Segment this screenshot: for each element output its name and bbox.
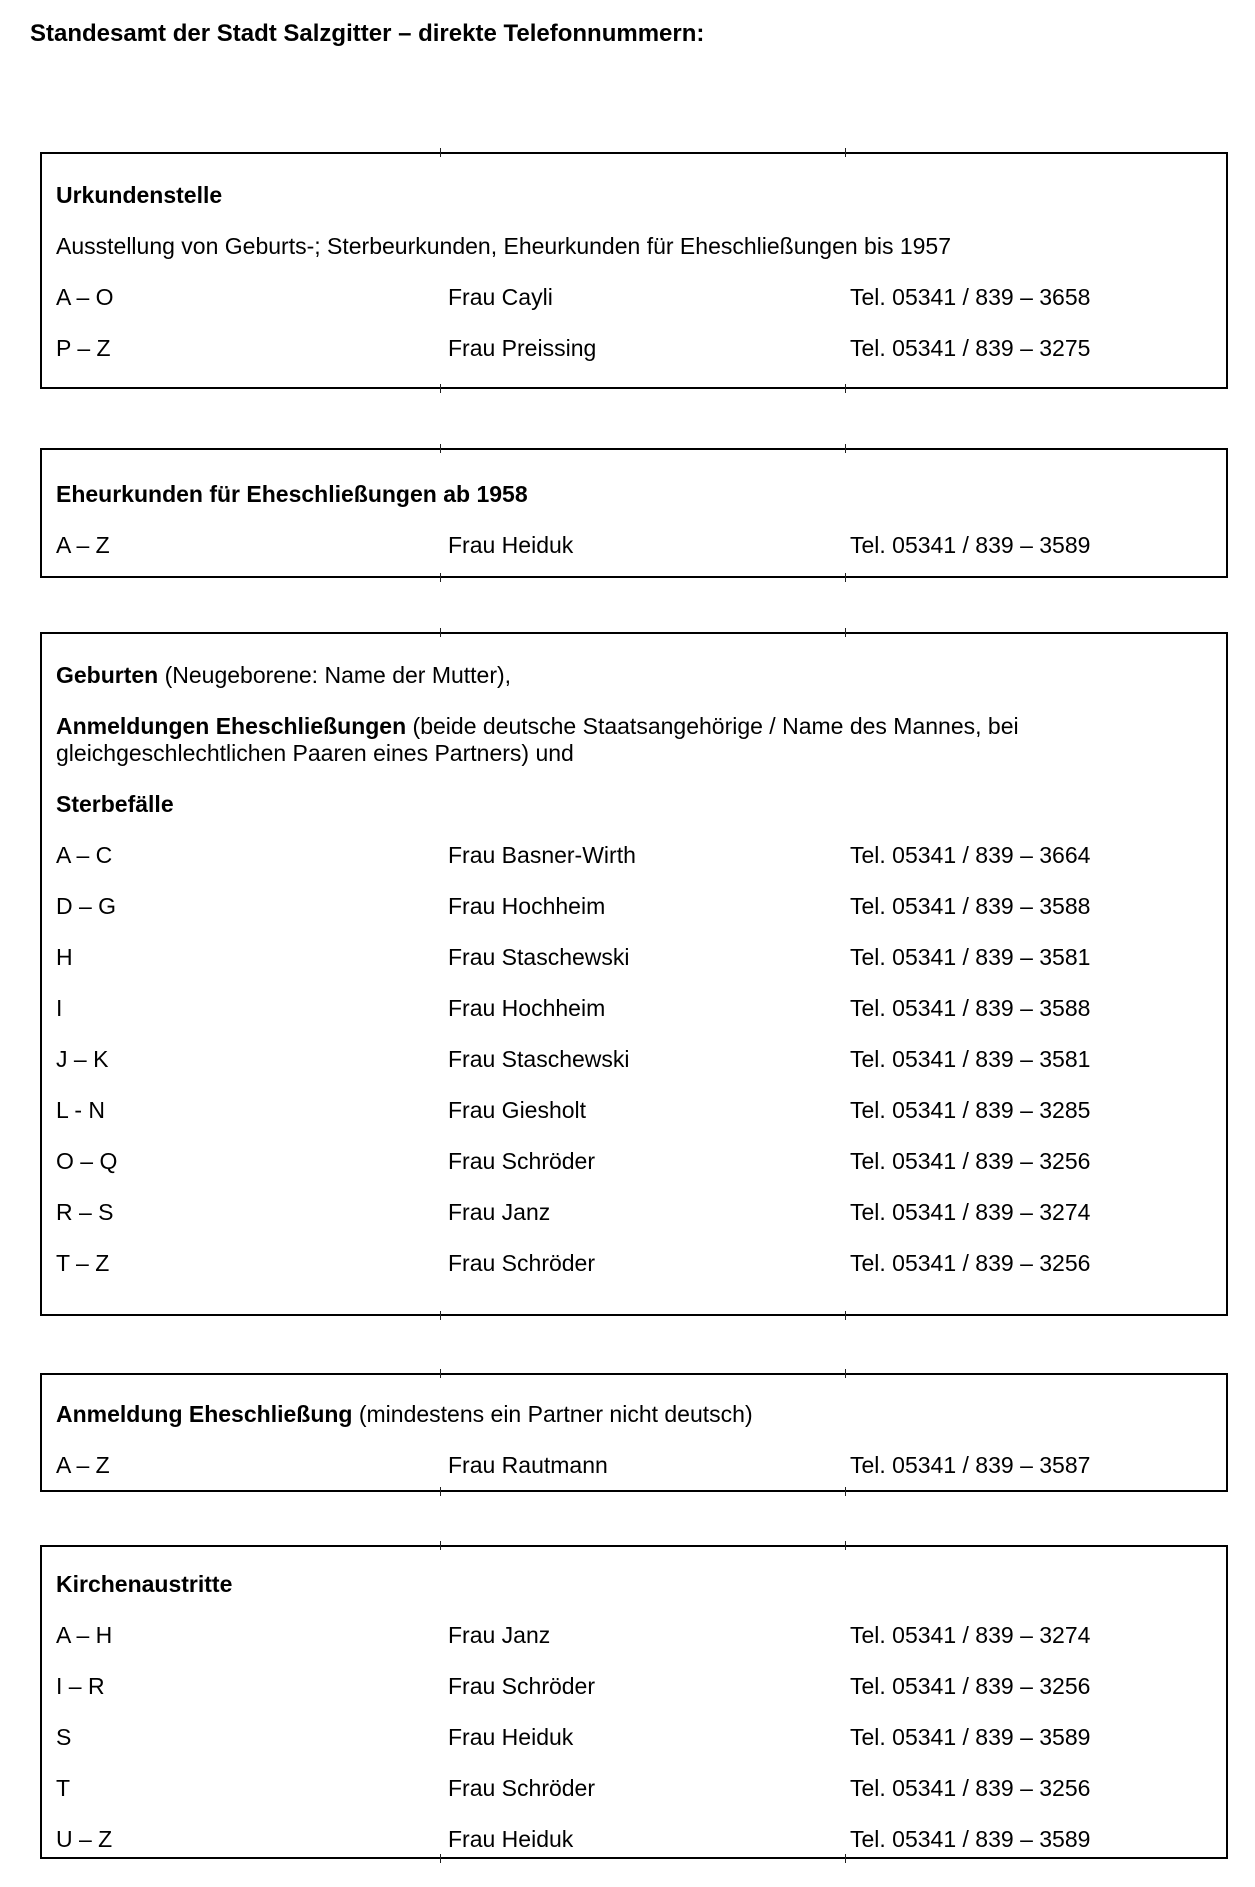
contact-name-cell: Frau Heiduk [448,532,574,558]
table-row [56,995,1210,1022]
column-divider-tick [440,573,441,582]
column-divider-tick [845,1854,846,1863]
column-divider-tick [440,384,441,393]
contact-name-cell: Frau Schröder [448,1250,596,1276]
letter-range-cell: I – R [56,1673,105,1699]
contact-name-cell: Frau Janz [448,1199,551,1225]
section-heading-line [56,1401,1210,1428]
section-heading-line [56,233,1210,260]
contact-table [56,532,1210,559]
section-header [56,481,1210,508]
letter-range-cell: A – O [56,284,114,310]
phone-cell: Tel. 05341 / 839 – 3589 [850,1724,1091,1750]
table-row [56,532,1210,559]
contact-name-cell: Frau Hochheim [448,995,606,1021]
letter-range-cell: T [56,1775,71,1801]
column-divider-tick [440,1541,441,1550]
table-row [56,1826,1210,1853]
column-divider-tick [845,573,846,582]
page-title: Standesamt der Stadt Salzgitter – direkte Telefonnummern: [30,20,705,47]
contact-name-cell: Frau Hochheim [448,893,606,919]
table-row [56,1046,1210,1073]
letter-range-cell: A – Z [56,1452,110,1478]
column-divider-tick [845,384,846,393]
column-divider-tick [845,148,846,157]
section-title-text: Urkundenstelle [56,182,223,208]
column-divider-tick [440,148,441,157]
section-heading-line [56,1571,1210,1598]
section-urkundenstelle [40,152,1228,389]
contact-name-cell: Frau Staschewski [448,1046,630,1072]
table-row [56,1250,1210,1277]
contact-name-cell: Frau Staschewski [448,944,630,970]
section-geburten-anmeldungen-sterbefaelle [40,632,1228,1316]
letter-range-cell: A – C [56,842,113,868]
letter-range-cell: A – Z [56,532,110,558]
column-divider-tick [845,444,846,453]
section-header [56,1401,1210,1428]
contact-table [56,842,1210,1277]
letter-range-cell: H [56,944,73,970]
letter-range-cell: L - N [56,1097,105,1123]
section-header [56,1571,1210,1598]
column-divider-tick [440,1369,441,1378]
phone-cell: Tel. 05341 / 839 – 3274 [850,1199,1091,1225]
table-row [56,1452,1210,1479]
column-divider-tick [440,628,441,637]
contact-name-cell: Frau Preissing [448,335,597,361]
section-kirchenaustritte [40,1545,1228,1859]
column-divider-tick [440,444,441,453]
column-divider-tick [845,1369,846,1378]
column-divider-tick [845,1487,846,1496]
contact-name-cell: Frau Schröder [448,1673,596,1699]
section-subtitle-text: Ausstellung von Geburts-; Sterbeurkunden, Eheurkunden für Eheschließungen bis 1957 [56,233,952,259]
phone-cell: Tel. 05341 / 839 – 3588 [850,893,1091,919]
table-row [56,1673,1210,1700]
phone-cell: Tel. 05341 / 839 – 3256 [850,1250,1091,1276]
section-subtitle-text: (mindestens ein Partner nicht deutsch) [352,1401,753,1427]
letter-range-cell: D – G [56,893,117,919]
section-heading-line [56,713,1210,767]
section-heading-line [56,481,1210,508]
table-row [56,1775,1210,1802]
contact-name-cell: Frau Heiduk [448,1724,574,1750]
section-title-text: Kirchenaustritte [56,1571,233,1597]
table-row [56,284,1210,311]
table-row [56,893,1210,920]
section-subtitle-text: (Neugeborene: Name der Mutter), [158,662,512,688]
letter-range-cell: J – K [56,1046,109,1072]
letter-range-cell: I [56,995,63,1021]
phone-cell: Tel. 05341 / 839 – 3588 [850,995,1091,1021]
phone-cell: Tel. 05341 / 839 – 3664 [850,842,1091,868]
section-heading-line [56,791,1210,818]
letter-range-cell: U – Z [56,1826,113,1852]
letter-range-cell: A – H [56,1622,113,1648]
phone-cell: Tel. 05341 / 839 – 3589 [850,1826,1091,1852]
letter-range-cell: P – Z [56,335,111,361]
section-eheurkunden-ab-1958 [40,448,1228,578]
contact-table [56,1452,1210,1479]
table-row [56,1148,1210,1175]
section-heading-line [56,662,1210,689]
contact-name-cell: Frau Schröder [448,1775,596,1801]
contact-name-cell: Frau Giesholt [448,1097,587,1123]
section-anmeldung-eheschliessung [40,1373,1228,1492]
phone-cell: Tel. 05341 / 839 – 3285 [850,1097,1091,1123]
table-row [56,1724,1210,1751]
contact-name-cell: Frau Rautmann [448,1452,608,1478]
contact-name-cell: Frau Heiduk [448,1826,574,1852]
phone-cell: Tel. 05341 / 839 – 3581 [850,944,1091,970]
section-title-text: Anmeldungen Eheschließungen [56,713,407,739]
letter-range-cell: S [56,1724,72,1750]
contact-name-cell: Frau Cayli [448,284,553,310]
section-header [56,182,1210,260]
section-title-text: Geburten [56,662,159,688]
phone-cell: Tel. 05341 / 839 – 3581 [850,1046,1091,1072]
section-title-text: Eheurkunden für Eheschließungen ab 1958 [56,481,528,507]
table-row [56,1622,1210,1649]
table-row [56,1097,1210,1124]
table-row [56,335,1210,362]
contact-name-cell: Frau Schröder [448,1148,596,1174]
letter-range-cell: T – Z [56,1250,110,1276]
column-divider-tick [845,1311,846,1320]
phone-cell: Tel. 05341 / 839 – 3256 [850,1673,1091,1699]
letter-range-cell: O – Q [56,1148,118,1174]
column-divider-tick [845,628,846,637]
phone-cell: Tel. 05341 / 839 – 3256 [850,1775,1091,1801]
contact-name-cell: Frau Basner-Wirth [448,842,636,868]
column-divider-tick [440,1854,441,1863]
column-divider-tick [440,1487,441,1496]
section-title-text: Anmeldung Eheschließung [56,1401,353,1427]
contact-name-cell: Frau Janz [448,1622,551,1648]
phone-cell: Tel. 05341 / 839 – 3658 [850,284,1091,310]
table-row [56,944,1210,971]
contact-table [56,284,1210,362]
contact-table [56,1622,1210,1853]
phone-cell: Tel. 05341 / 839 – 3256 [850,1148,1091,1174]
section-heading-line [56,182,1210,209]
table-row [56,842,1210,869]
phone-cell: Tel. 05341 / 839 – 3275 [850,335,1091,361]
column-divider-tick [440,1311,441,1320]
column-divider-tick [845,1541,846,1550]
section-title-text: Sterbefälle [56,791,174,817]
section-header [56,662,1210,818]
phone-cell: Tel. 05341 / 839 – 3589 [850,532,1091,558]
phone-cell: Tel. 05341 / 839 – 3587 [850,1452,1091,1478]
table-row [56,1199,1210,1226]
phone-cell: Tel. 05341 / 839 – 3274 [850,1622,1091,1648]
section-subtitle-text: (beide deutsche Staatsangehörige / Name des Mannes, bei gleichgeschlechtlichen Paaren eines Partners) und [56,713,1019,766]
letter-range-cell: R – S [56,1199,114,1225]
